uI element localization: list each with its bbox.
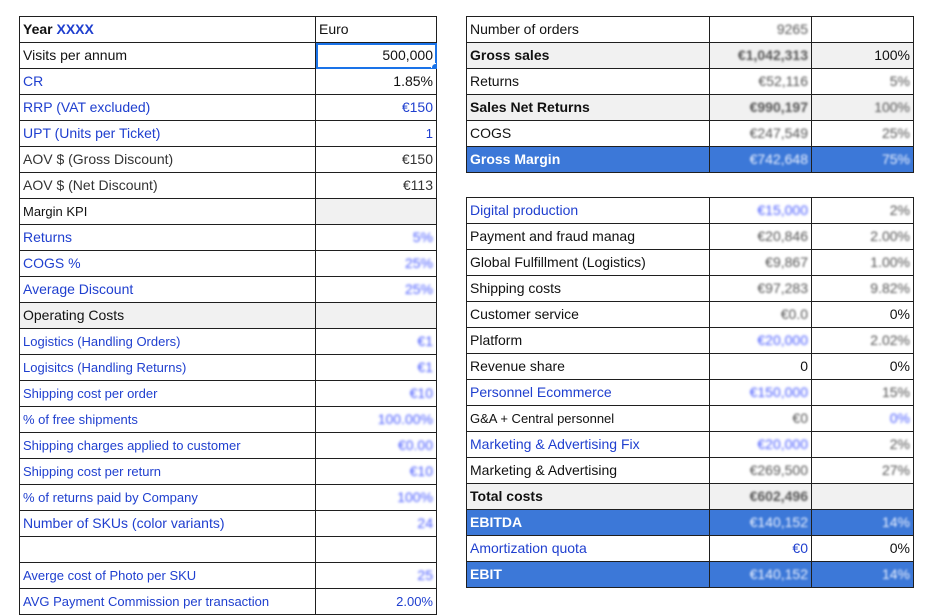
pct-cell[interactable]: 27% (812, 458, 914, 484)
table-row (467, 198, 914, 224)
table-row (467, 43, 914, 69)
label-cell[interactable]: Total costs (467, 484, 710, 510)
table-row (467, 510, 914, 536)
value-cell[interactable] (316, 537, 437, 563)
table-row (20, 121, 437, 147)
value-cell[interactable]: 1.85% (316, 69, 437, 95)
section-header-operating-costs[interactable]: Operating Costs (20, 303, 316, 329)
spacer-row (467, 173, 914, 198)
table-row (467, 328, 914, 354)
table-row (467, 250, 914, 276)
table-row (20, 173, 437, 199)
value-cell[interactable]: €10 (316, 381, 437, 407)
pct-cell[interactable] (812, 17, 914, 43)
label-cell[interactable]: AOV $ (Net Discount) (20, 173, 316, 199)
value-cell[interactable]: €150 (316, 147, 437, 173)
value-cell[interactable]: 9265 (710, 17, 812, 43)
pct-cell[interactable]: 14% (812, 510, 914, 536)
year-cell[interactable]: Year XXXX (20, 17, 316, 43)
label-cell[interactable]: Amortization quota (467, 536, 710, 562)
value-cell[interactable]: 1 (316, 121, 437, 147)
table-row (20, 251, 437, 277)
table-row (20, 329, 437, 355)
table-row (467, 17, 914, 43)
label-cell[interactable]: % of returns paid by Company (20, 485, 316, 511)
table-row (467, 484, 914, 510)
table-row (467, 562, 914, 588)
pct-cell[interactable]: 25% (812, 121, 914, 147)
label-cell[interactable]: Personnel Ecommerce (467, 380, 710, 406)
table-row (467, 69, 914, 95)
table-row (20, 355, 437, 381)
label-cell[interactable]: Shipping charges applied to customer (20, 433, 316, 459)
table-row (20, 381, 437, 407)
table-row (20, 407, 437, 433)
label-cell[interactable]: EBIT (467, 562, 710, 588)
value-cell[interactable]: 2.00% (316, 589, 437, 615)
table-row (20, 589, 437, 615)
value-cell[interactable]: €1,042,313 (710, 43, 812, 69)
label-cell[interactable]: Global Fulfillment (Logistics) (467, 250, 710, 276)
table-row (20, 225, 437, 251)
table-row (467, 276, 914, 302)
label-cell[interactable]: Number of SKUs (color variants) (20, 511, 316, 537)
table-row (20, 485, 437, 511)
label-cell[interactable]: Platform (467, 328, 710, 354)
value-cell[interactable]: €990,197 (710, 95, 812, 121)
label-cell[interactable]: RRP (VAT excluded) (20, 95, 316, 121)
pct-cell[interactable]: 0% (812, 406, 914, 432)
pct-cell[interactable]: 0% (812, 302, 914, 328)
value-cell[interactable]: €0 (710, 406, 812, 432)
table-row (20, 537, 437, 563)
value-cell[interactable]: €269,500 (710, 458, 812, 484)
value-cell[interactable]: €0 (710, 536, 812, 562)
table-row (467, 224, 914, 250)
pct-cell[interactable]: 2% (812, 432, 914, 458)
pct-cell[interactable]: 0% (812, 354, 914, 380)
value-cell[interactable]: €9,867 (710, 250, 812, 276)
value-cell[interactable]: 25 (316, 563, 437, 589)
value-cell[interactable] (316, 199, 437, 225)
value-cell[interactable]: €0.00 (316, 433, 437, 459)
label-cell[interactable]: Shipping cost per order (20, 381, 316, 407)
value-cell[interactable]: €10 (316, 459, 437, 485)
label-cell[interactable]: COGS (467, 121, 710, 147)
pct-cell[interactable]: 2.00% (812, 224, 914, 250)
label-cell[interactable]: Marketing & Advertising (467, 458, 710, 484)
table-row (20, 511, 437, 537)
label-cell[interactable]: Gross Margin (467, 147, 710, 173)
pct-cell[interactable]: 2.02% (812, 328, 914, 354)
value-cell[interactable]: €15,000 (710, 198, 812, 224)
pct-cell[interactable]: 0% (812, 536, 914, 562)
value-cell[interactable]: €20,846 (710, 224, 812, 250)
value-cell[interactable]: 25% (316, 251, 437, 277)
label-cell[interactable]: AOV $ (Gross Discount) (20, 147, 316, 173)
pct-cell[interactable]: 5% (812, 69, 914, 95)
value-cell[interactable]: €20,000 (710, 432, 812, 458)
label-cell[interactable]: Shipping cost per return (20, 459, 316, 485)
pct-cell[interactable]: 2% (812, 198, 914, 224)
table-row (467, 147, 914, 173)
value-cell[interactable]: 24 (316, 511, 437, 537)
table-row (467, 302, 914, 328)
value-cell[interactable]: €97,283 (710, 276, 812, 302)
value-cell[interactable]: 0 (710, 354, 812, 380)
value-cell[interactable]: €150,000 (710, 380, 812, 406)
table-row (20, 69, 437, 95)
value-cell[interactable]: €602,496 (710, 484, 812, 510)
table-row (467, 121, 914, 147)
label-cell[interactable]: Digital production (467, 198, 710, 224)
spacer-cell (467, 173, 914, 198)
value-cell[interactable]: €0.0 (710, 302, 812, 328)
table-row (467, 432, 914, 458)
pct-cell[interactable]: 100% (812, 95, 914, 121)
table-row (20, 43, 437, 69)
value-cell[interactable]: €1 (316, 355, 437, 381)
label-cell[interactable]: CR (20, 69, 316, 95)
value-cell[interactable]: €140,152 (710, 562, 812, 588)
label-cell[interactable]: UPT (Units per Ticket) (20, 121, 316, 147)
pct-cell[interactable]: 100% (812, 43, 914, 69)
value-cell[interactable]: 100% (316, 485, 437, 511)
table-row (20, 433, 437, 459)
table-row (20, 277, 437, 303)
label-cell[interactable]: Payment and fraud manag (467, 224, 710, 250)
value-cell[interactable]: €140,152 (710, 510, 812, 536)
table-row (20, 199, 437, 225)
table-row (467, 380, 914, 406)
value-cell[interactable]: 25% (316, 277, 437, 303)
table-row (467, 458, 914, 484)
label-cell[interactable]: COGS % (20, 251, 316, 277)
table-row (20, 17, 437, 43)
pnl-table (466, 16, 914, 588)
value-cell[interactable]: €113 (316, 173, 437, 199)
table-row (20, 303, 437, 329)
pct-cell[interactable]: 75% (812, 147, 914, 173)
label-cell[interactable]: Revenue share (467, 354, 710, 380)
value-cell[interactable]: 5% (316, 225, 437, 251)
table-row (467, 354, 914, 380)
pct-cell[interactable] (812, 484, 914, 510)
section-header-margin-kpi[interactable]: Margin KPI (20, 199, 316, 225)
table-row (20, 459, 437, 485)
pct-cell[interactable]: 9.82% (812, 276, 914, 302)
value-cell[interactable]: €52,116 (710, 69, 812, 95)
table-row (467, 95, 914, 121)
table-row (20, 563, 437, 589)
table-row (467, 536, 914, 562)
pct-cell[interactable]: 15% (812, 380, 914, 406)
pct-cell[interactable]: 1.00% (812, 250, 914, 276)
value-cell[interactable]: €150 (316, 95, 437, 121)
label-cell[interactable]: Logisitcs (Handling Returns) (20, 355, 316, 381)
label-cell[interactable]: % of free shipments (20, 407, 316, 433)
assumptions-table (19, 16, 437, 615)
label-cell[interactable]: Shipping costs (467, 276, 710, 302)
label-cell[interactable]: Marketing & Advertising Fix (467, 432, 710, 458)
table-row (467, 406, 914, 432)
currency-cell[interactable]: Euro (316, 17, 437, 43)
label-cell[interactable]: Number of orders (467, 17, 710, 43)
label-cell[interactable]: Sales Net Returns (467, 95, 710, 121)
label-cell[interactable]: G&A + Central personnel (467, 406, 710, 432)
label-cell[interactable]: Average Discount (20, 277, 316, 303)
label-cell[interactable]: AVG Payment Commission per transaction (20, 589, 316, 615)
label-cell[interactable]: Returns (20, 225, 316, 251)
value-cell[interactable]: €1 (316, 329, 437, 355)
value-cell[interactable]: €20,000 (710, 328, 812, 354)
value-cell[interactable] (316, 303, 437, 329)
value-cell[interactable]: €742,648 (710, 147, 812, 173)
fill-handle[interactable] (431, 63, 437, 69)
table-row (20, 147, 437, 173)
label-cell[interactable]: Logistics (Handling Orders) (20, 329, 316, 355)
label-cell[interactable] (20, 537, 316, 563)
pct-cell[interactable]: 14% (812, 562, 914, 588)
label-cell[interactable]: EBITDA (467, 510, 710, 536)
visits-value-cell[interactable]: 500,000 (316, 43, 437, 69)
label-cell[interactable]: Visits per annum (20, 43, 316, 69)
label-cell[interactable]: Customer service (467, 302, 710, 328)
table-row (20, 95, 437, 121)
label-cell[interactable]: Averge cost of Photo per SKU (20, 563, 316, 589)
label-cell[interactable]: Gross sales (467, 43, 710, 69)
value-cell[interactable]: €247,549 (710, 121, 812, 147)
label-cell[interactable]: Returns (467, 69, 710, 95)
value-cell[interactable]: 100.00% (316, 407, 437, 433)
